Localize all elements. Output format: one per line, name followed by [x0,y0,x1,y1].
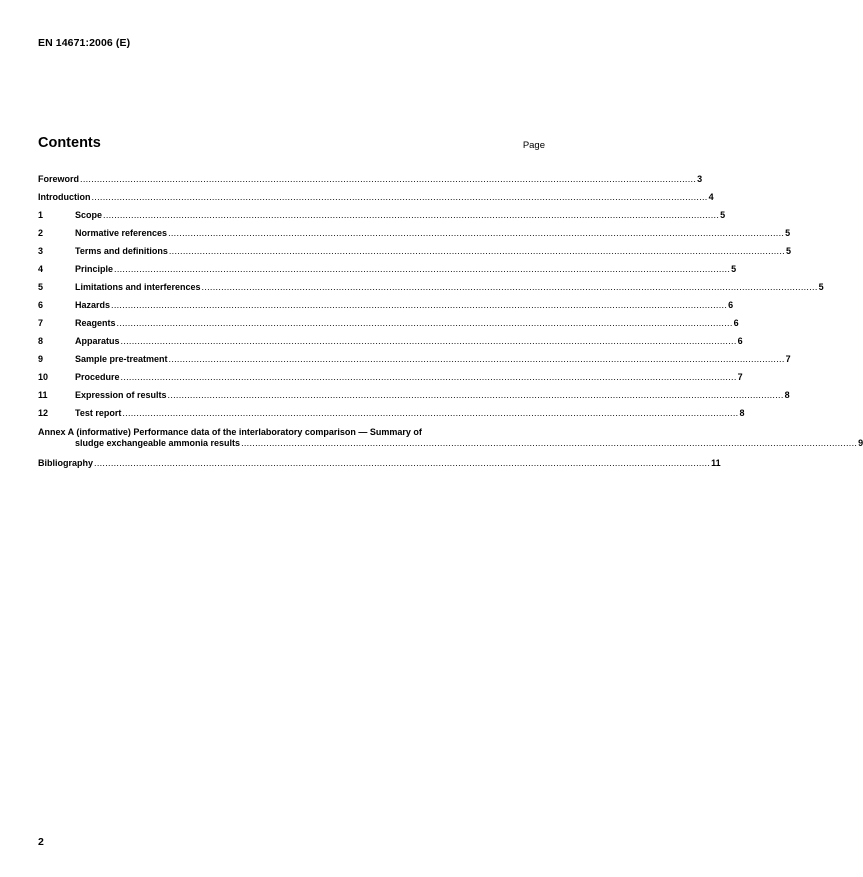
toc-entry-title: Sample pre-treatment [75,354,168,364]
toc-entry-title: Apparatus [75,336,120,346]
toc-entry-page: 6 [737,336,743,346]
document-code: EN 14671:2006 (E) [38,37,131,49]
toc-leader-dots: ............................................................................................................................................................................................................................ [167,390,784,400]
toc-entry-number: 1 [38,210,44,220]
toc-entry-number: 6 [38,300,44,310]
annex-title-line2-row [38,438,863,449]
toc-leader-dots: ............................................................................................................................................................................................................................ [116,318,733,328]
toc-entry-title: Bibliography [38,458,94,468]
toc-entry-page: 9 [858,438,863,448]
toc-entry-page: 7 [785,354,791,364]
toc-entry-number: 7 [38,318,44,328]
toc-entry-title: Foreword [38,174,80,184]
toc-entry-title: Reagents [75,318,116,328]
toc-entry-reagents[interactable] [38,318,739,336]
toc-entry-scope[interactable] [38,210,726,228]
toc-entry-title: Test report [75,408,122,418]
toc-entry-title: Principle [75,264,114,274]
contents-heading: Contents [38,135,101,151]
toc-leader-dots: ............................................................................................................................................................................................................................ [201,282,818,292]
toc-leader-dots: ............................................................................................................................................................................................................................ [80,174,697,184]
toc-entry-principle[interactable] [38,264,737,282]
page-number: 2 [38,836,44,848]
toc-leader-dots: ............................................................................................................................................................................................................................ [122,408,739,418]
toc-leader-dots: ............................................................................................................................................................................................................................ [94,458,711,468]
toc-leader-dots: ............................................................................................................................................................................................................................ [241,438,858,448]
toc-entry-page: 11 [711,458,721,468]
toc-entry-number: 4 [38,264,44,274]
annex-title-line2: sludge exchangeable ammonia results [75,438,241,448]
annex-title-line1: Annex A (informative) Performance data of the interlaboratory comparison — Summary of [38,427,422,437]
toc-entry-title: Terms and definitions [75,246,168,256]
toc-entry-page: 7 [737,372,743,382]
toc-entry-number: 10 [38,372,49,382]
toc-leader-dots: ............................................................................................................................................................................................................................ [120,336,737,346]
toc-entry-title: Hazards [75,300,111,310]
toc-entry-page: 6 [733,318,739,328]
toc-leader-dots: ............................................................................................................................................................................................................................ [168,246,785,256]
toc-entry-title: Scope [75,210,103,220]
toc-entry-number: 2 [38,228,44,238]
toc-entry-number: 5 [38,282,44,292]
toc-entry-test-report[interactable] [38,408,745,426]
toc-entry-normative-references[interactable] [38,228,791,246]
toc-entry-number: 3 [38,246,44,256]
toc-leader-dots: ............................................................................................................................................................................................................................ [114,264,731,274]
toc-leader-dots: ............................................................................................................................................................................................................................ [120,372,737,382]
toc-entry-page: 5 [785,246,791,256]
toc-entry-number: 9 [38,354,44,364]
toc-entry-sample-pre-treatment[interactable] [38,354,791,372]
toc-entry-page: 5 [731,264,737,274]
toc-leader-dots: ............................................................................................................................................................................................................................ [168,354,785,364]
toc-entry-page: 5 [785,228,791,238]
toc-entry-title: Normative references [75,228,168,238]
toc-entry-page: 8 [739,408,745,418]
toc-leader-dots: ............................................................................................................................................................................................................................ [111,300,728,310]
toc-entry-page: 8 [784,390,790,400]
table-of-contents [38,174,863,476]
toc-entry-page: 5 [720,210,726,220]
page-column-label: Page [522,140,545,151]
toc-entry-title: Expression of results [75,390,167,400]
toc-entry-hazards[interactable] [38,300,734,318]
toc-leader-dots: ............................................................................................................................................................................................................................ [168,228,785,238]
toc-entry-apparatus[interactable] [38,336,743,354]
toc-leader-dots: ............................................................................................................................................................................................................................ [91,192,708,202]
toc-entry-foreword[interactable] [38,174,703,192]
toc-entry-number: 12 [38,408,49,418]
toc-entry-procedure[interactable] [38,372,743,390]
toc-entry-title: Introduction [38,192,91,202]
toc-entry-expression-of-results[interactable] [38,390,790,408]
toc-entry-annex-a[interactable] [38,426,863,458]
toc-entry-title: Limitations and interferences [75,282,201,292]
toc-entry-page: 6 [728,300,734,310]
toc-entry-title: Procedure [75,372,120,382]
toc-entry-page: 3 [697,174,703,184]
toc-entry-page: 5 [818,282,824,292]
toc-leader-dots: ............................................................................................................................................................................................................................ [103,210,720,220]
toc-entry-number: 8 [38,336,44,346]
toc-entry-number: 11 [38,390,48,400]
toc-entry-page: 4 [708,192,714,202]
toc-entry-bibliography[interactable] [38,458,721,476]
toc-entry-terms-and-definitions[interactable] [38,246,791,264]
toc-entry-limitations[interactable] [38,282,824,300]
toc-entry-introduction[interactable] [38,192,714,210]
